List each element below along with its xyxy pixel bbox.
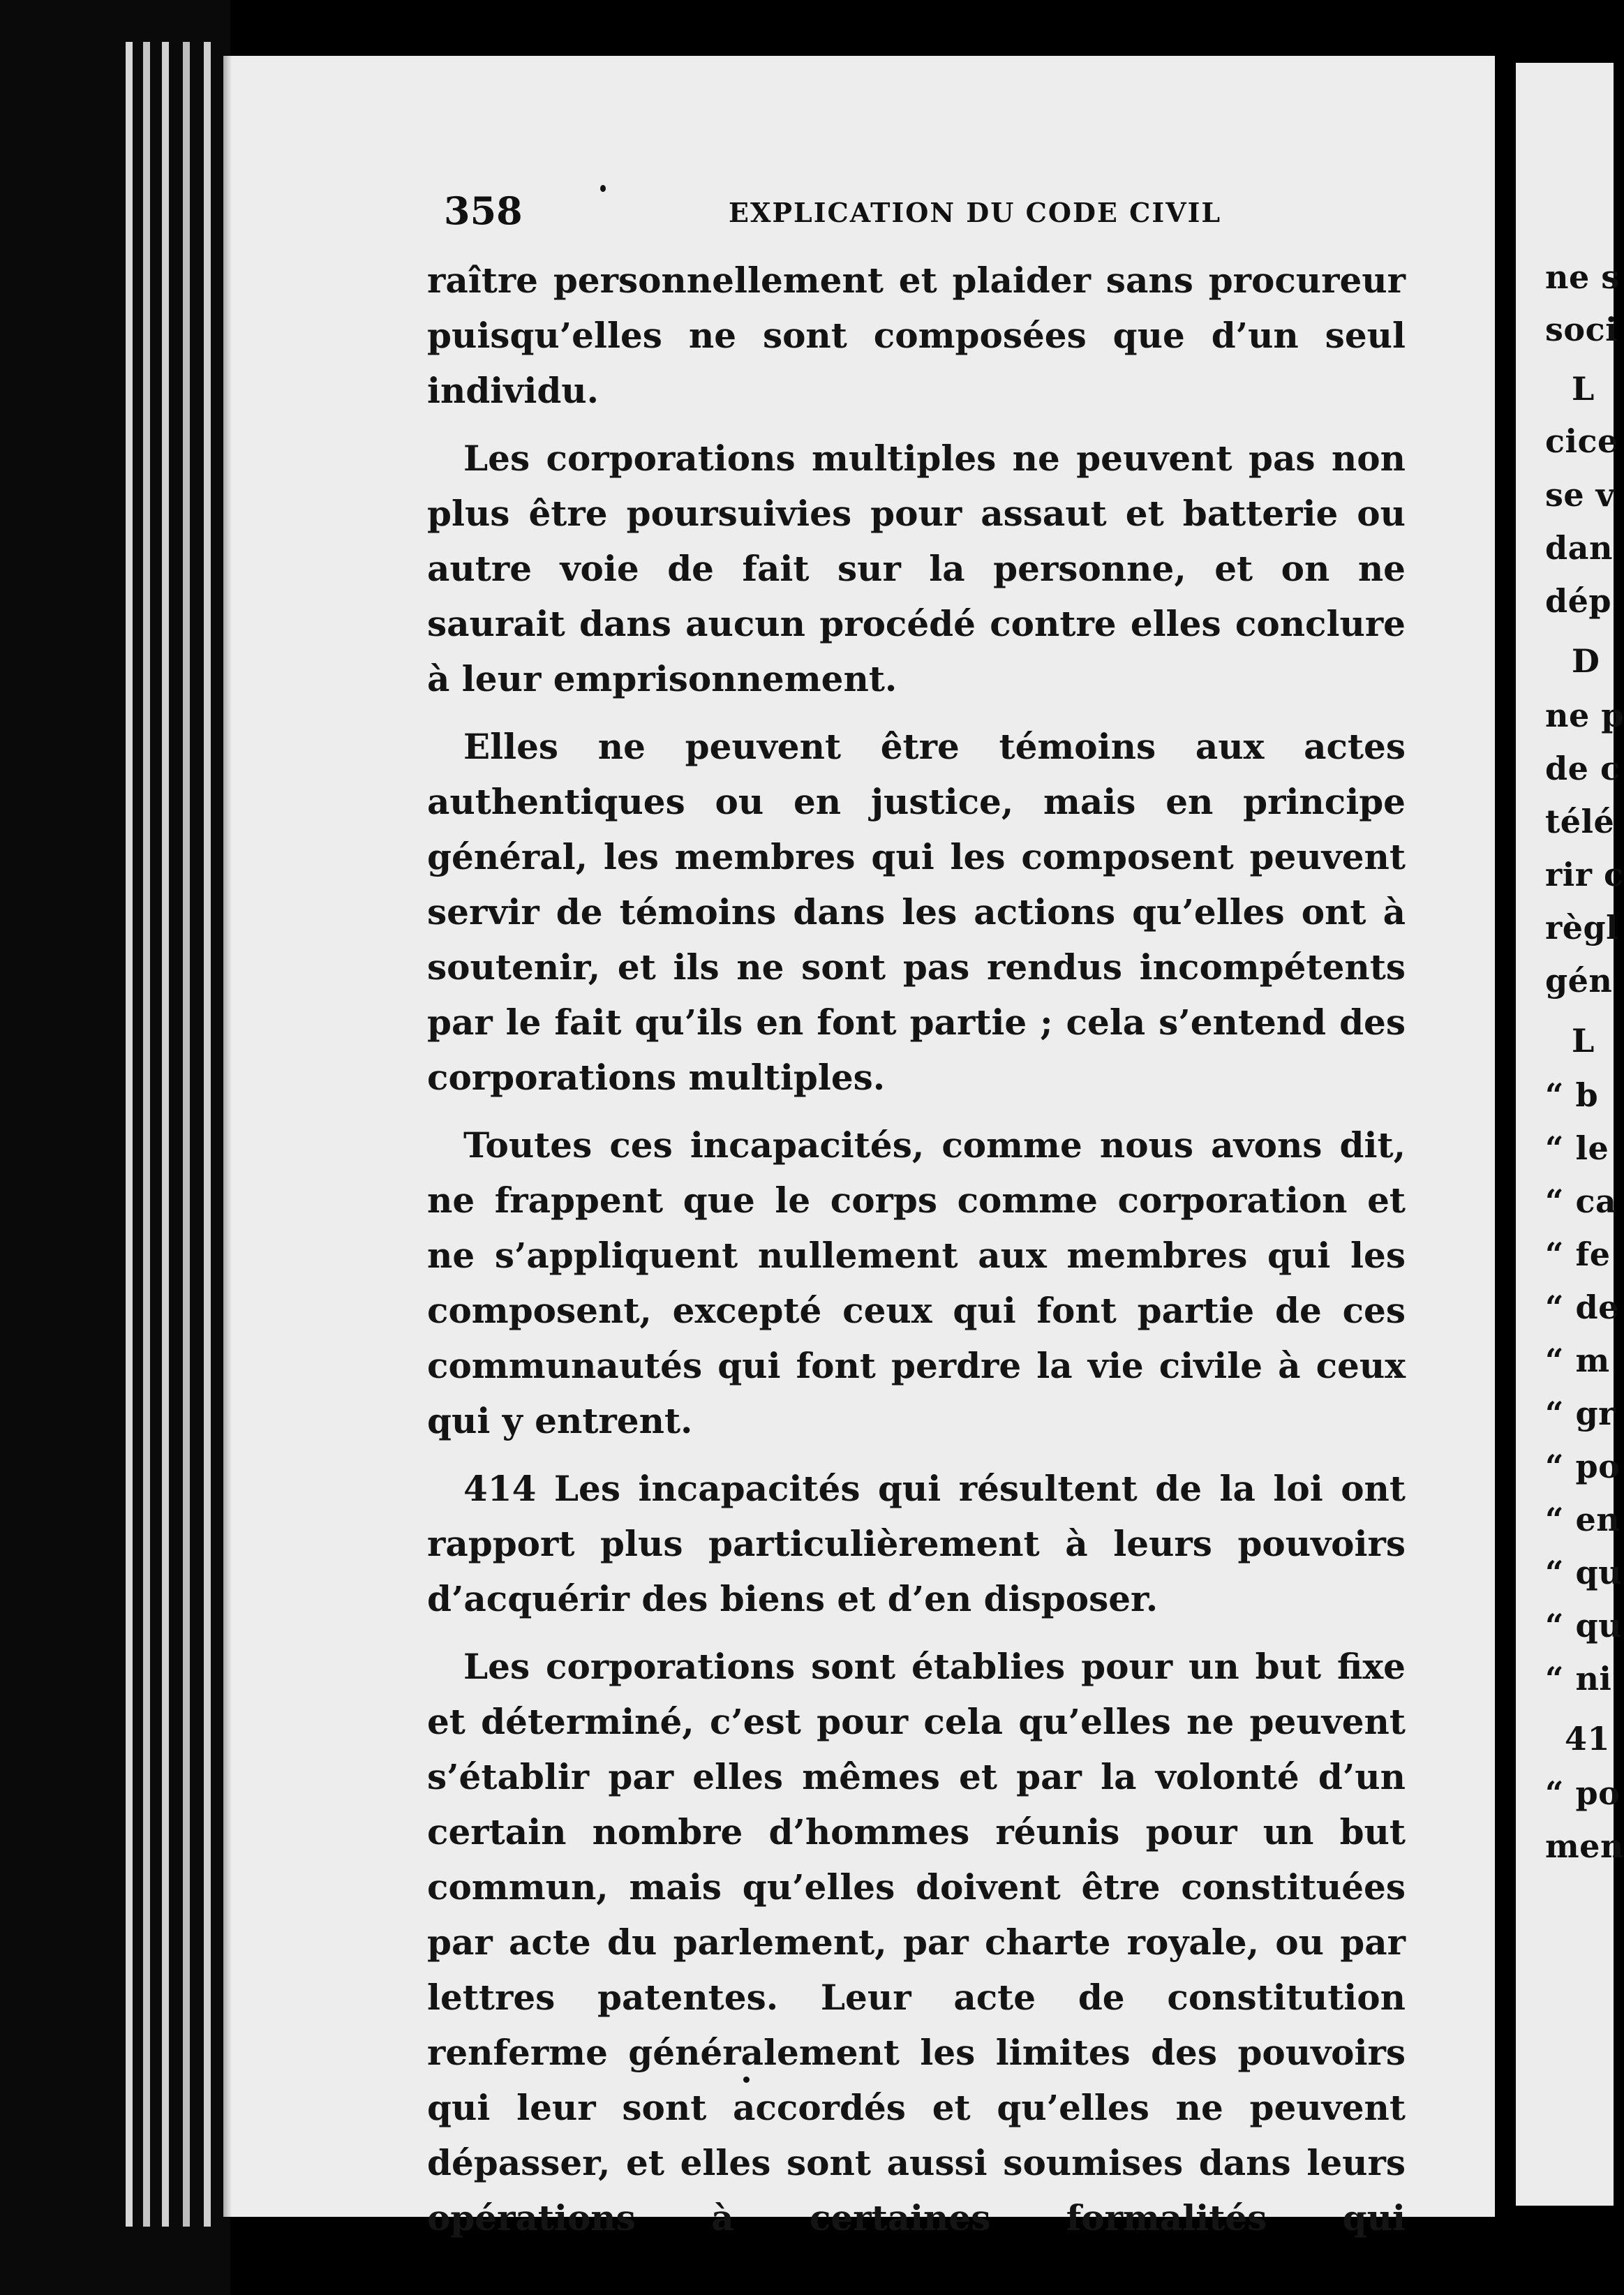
facing-text-line: “ po xyxy=(1545,1448,1621,1485)
facing-text-line: gén xyxy=(1545,962,1613,1000)
page-edge xyxy=(126,42,133,2227)
facing-text-line: règl xyxy=(1545,909,1619,946)
page-edge xyxy=(162,42,169,2227)
facing-text-line: cice xyxy=(1545,422,1618,460)
facing-text-line: “ ni xyxy=(1545,1660,1612,1698)
running-title: EXPLICATION DU CODE CIVIL xyxy=(729,197,1222,228)
facing-text-line: de c xyxy=(1545,750,1621,787)
page-header xyxy=(444,188,1421,237)
page-number: 358 xyxy=(444,188,523,233)
facing-text-line: ne p xyxy=(1545,697,1624,734)
print-speck xyxy=(743,2077,750,2083)
facing-text-line: télé xyxy=(1545,803,1615,840)
facing-text-line: soci xyxy=(1545,311,1618,348)
facing-text-line: “ qu xyxy=(1545,1554,1623,1591)
paragraph: raître personnellement et plaider sans procureur puisqu’elles ne sont composées que d’un seul individu. xyxy=(427,260,1406,411)
facing-text-line: “ ca xyxy=(1545,1182,1617,1220)
page-edge xyxy=(204,42,211,2227)
page-edge xyxy=(143,42,150,2227)
page-edge xyxy=(183,42,190,2227)
facing-page-edge xyxy=(1516,63,1624,2206)
facing-text-line: rir c xyxy=(1545,856,1624,893)
body-text xyxy=(427,253,1406,2238)
facing-text-line: men xyxy=(1545,1827,1624,1865)
paragraph: Les corporations multiples ne peuvent pas non plus être poursuivies pour assaut et batterie ou autre voie de fait sur la personne, et on ne saurait dans aucun procédé contre elles conclure à leur emprisonnement. xyxy=(427,438,1406,699)
paragraph: Les corporations sont établies pour un but fixe et déterminé, c’est pour cela qu’elles ne peuvent s’établir par elles mêmes et par la volonté d’un certain nombre d’hommes réunis pour un but commun, mais qu’elles doivent être constituées par acte du parlement, par charte royale, ou par lettres patentes. Leur acte de constitution renferme généralement les limites des pouvoirs qui leur sont accordés et qu’elles ne peuvent dépasser, et elles sont aussi soumises dans leurs opérations à certaines formalités qui xyxy=(427,1646,1406,2238)
facing-text-line: “ fe xyxy=(1545,1235,1611,1273)
facing-text-line: “ en xyxy=(1545,1501,1621,1538)
facing-text-line: 41 xyxy=(1565,1720,1611,1758)
facing-text-line: se v xyxy=(1545,476,1615,514)
paragraph: 414 Les incapacités qui résultent de la loi ont rapport plus particulièrement à leurs pouvoirs d’acquérir des biens et d’en disposer. xyxy=(427,1468,1406,1619)
facing-text-line: L xyxy=(1572,370,1595,408)
facing-text-line: “ qu xyxy=(1545,1607,1623,1644)
paragraph: Toutes ces incapacités, comme nous avons dit, ne frappent que le corps comme corporation et ne s’appliquent nullement aux membres qui les composent, excepté ceux qui font partie de ces communautés qui font perdre la vie civile à ceux qui y entrent. xyxy=(427,1124,1406,1441)
facing-text-line: “ de xyxy=(1545,1288,1619,1326)
facing-text-line: “ le xyxy=(1545,1129,1609,1167)
facing-text-line: “ gr xyxy=(1545,1395,1616,1432)
book-page xyxy=(230,56,1495,2238)
facing-text-line: dép xyxy=(1545,582,1612,620)
facing-text-line: dan xyxy=(1545,529,1613,567)
facing-text-line: “ m xyxy=(1545,1342,1610,1379)
facing-text-line: “ b xyxy=(1545,1076,1599,1114)
paragraph: Elles ne peuvent être témoins aux actes authentiques ou en justice, mais en principe général, les membres qui les composent peuvent servir de témoins dans les actions qu’elles ont à soutenir, et ils ne sont pas rendus incompétents par le fait qu’ils en font partie ; cela s’entend des corporations multiples. xyxy=(427,726,1406,1098)
facing-text-line: D xyxy=(1572,642,1600,680)
facing-text-line: “ po xyxy=(1545,1774,1621,1812)
facing-text-line: L xyxy=(1572,1022,1595,1060)
facing-text-line: ne s xyxy=(1545,258,1620,296)
scan-left-margin xyxy=(0,0,230,2295)
print-speck xyxy=(600,185,606,192)
